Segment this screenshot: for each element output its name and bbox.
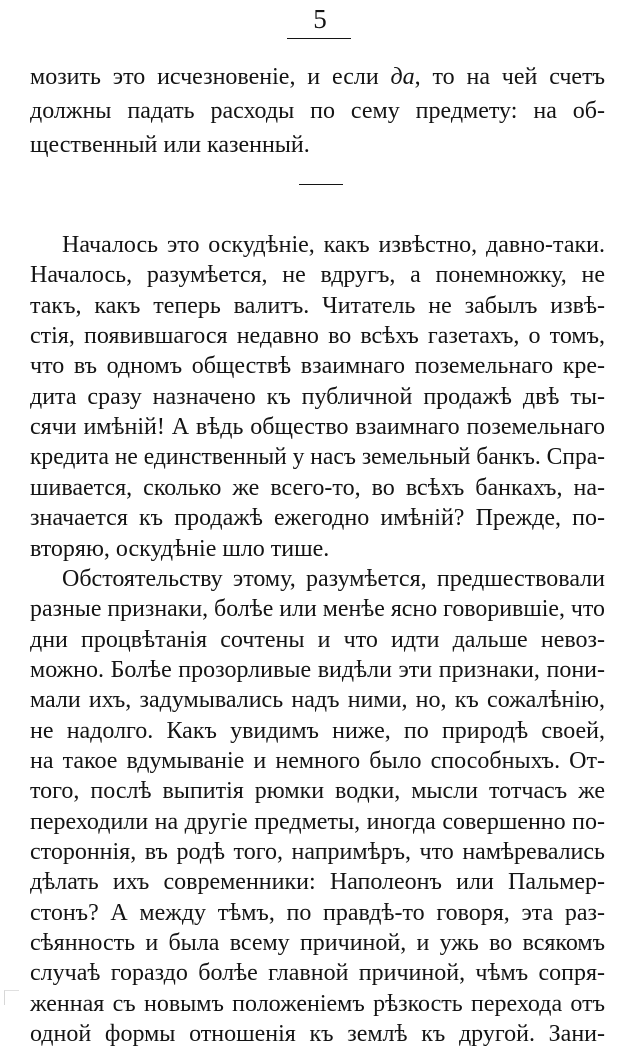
text-line <box>0 1017 636 1051</box>
text-line <box>0 501 636 535</box>
text-segment: мозить это исчезновеніе, и если <box>30 64 391 90</box>
text-line <box>0 128 636 162</box>
text-segment: значается къ продажѣ ежегодно имѣній? Прежде, по- <box>30 505 605 532</box>
text-line <box>0 774 636 808</box>
text-line <box>0 349 636 383</box>
text-line <box>0 683 636 717</box>
text-line <box>0 258 636 292</box>
text-segment: такъ, какъ теперь валитъ. Читатель не забылъ извѣ- <box>30 292 605 319</box>
text-segment: Началось это оскудѣніе, какъ извѣстно, давно-таки. <box>62 232 605 258</box>
text-segment: вторяю, оскудѣніе шло тише. <box>30 535 330 562</box>
text-segment: на такое вдумываніе и немного было способныхъ. От- <box>30 747 605 774</box>
text-segment: , то на чей счетъ <box>414 64 605 90</box>
text-line <box>0 653 636 687</box>
text-segment: шивается, сколько же всего-то, во всѣхъ банкахъ, на- <box>30 474 605 501</box>
text-line <box>0 805 636 839</box>
text-segment: кредита не единственный у насъ земельный банкъ. Спра- <box>30 444 605 471</box>
text-segment: стія, появившагося недавно во всѣхъ газетахъ, о томъ, <box>30 323 605 350</box>
page-number: 5 <box>313 4 327 34</box>
text-line <box>0 744 636 778</box>
text-line <box>0 319 636 353</box>
text-line <box>0 471 636 505</box>
text-line <box>0 835 636 869</box>
text-line <box>0 94 636 128</box>
text-segment: одной формы отношенія къ землѣ къ другой. Зани- <box>30 1021 605 1048</box>
text-segment: сячи имѣній! А вѣдь общество взаимнаго поземельнаго <box>30 414 605 441</box>
text-segment: не надолго. Какъ увидимъ ниже, по природѣ своей, <box>30 717 605 744</box>
text-segment: переходили на другіе предметы, иногда совершенно по- <box>30 808 605 835</box>
text-line <box>0 410 636 444</box>
text-line <box>0 865 636 899</box>
text-line <box>0 289 636 323</box>
section-divider <box>299 184 343 185</box>
italic-word: да <box>390 64 415 90</box>
text-line <box>0 956 636 990</box>
text-segment: стонъ? А между тѣмъ, по правдѣ-то говоря, эта раз- <box>30 899 605 926</box>
text-segment: можно. Болѣе прозорливые видѣли эти признаки, пони- <box>30 656 605 683</box>
text-segment: дѣлать ихъ современники: Наполеонъ или Пальмер- <box>30 869 605 896</box>
text-line <box>0 987 636 1021</box>
text-segment: должны падать расходы по сему предмету: на об- <box>30 98 605 124</box>
text-segment: разные признаки, болѣе или менѣе ясно говорившіе, что <box>30 596 605 623</box>
text-line <box>0 532 636 566</box>
text-line <box>0 896 636 930</box>
text-line <box>0 60 636 94</box>
text-segment: случаѣ гораздо болѣе главной причиной, чѣмъ сопря- <box>30 960 605 987</box>
text-segment: Обстоятельству этому, разумѣется, предшествовали <box>62 565 605 592</box>
text-line <box>0 714 636 748</box>
text-segment: мали ихъ, задумывались надъ ними, но, къ сожалѣнію, <box>30 687 605 714</box>
text-segment: Началось, разумѣется, не вдругъ, а понемножку, не <box>30 262 605 289</box>
text-segment: щественный или казенный. <box>30 132 310 158</box>
text-line <box>0 623 636 657</box>
text-segment: что въ одномъ обществѣ взаимнаго поземельнаго кре- <box>30 353 605 380</box>
text-segment: дни процвѣтанія сочтены и что идти дальше невоз- <box>30 626 605 653</box>
text-segment: стороннія, въ родѣ того, напримѣръ, что намѣревались <box>30 839 605 865</box>
text-segment: сѣянность и была всему причиной, и ужь во всякомъ <box>30 930 605 957</box>
text-line <box>0 592 636 626</box>
text-segment: того, послѣ выпитія рюмки водки, мысли тотчасъ же <box>30 778 605 805</box>
text-line <box>0 440 636 474</box>
text-segment: женная съ новымъ положеніемъ рѣзкость перехода отъ <box>30 990 605 1017</box>
scan-edge-mark <box>4 990 19 1005</box>
text-line <box>0 380 636 414</box>
text-line <box>0 228 636 262</box>
text-segment: дита сразу назначено къ публичной продажѣ двѣ ты- <box>30 383 605 410</box>
page-number-rule <box>287 38 351 39</box>
text-line <box>0 562 636 596</box>
text-line <box>0 926 636 960</box>
